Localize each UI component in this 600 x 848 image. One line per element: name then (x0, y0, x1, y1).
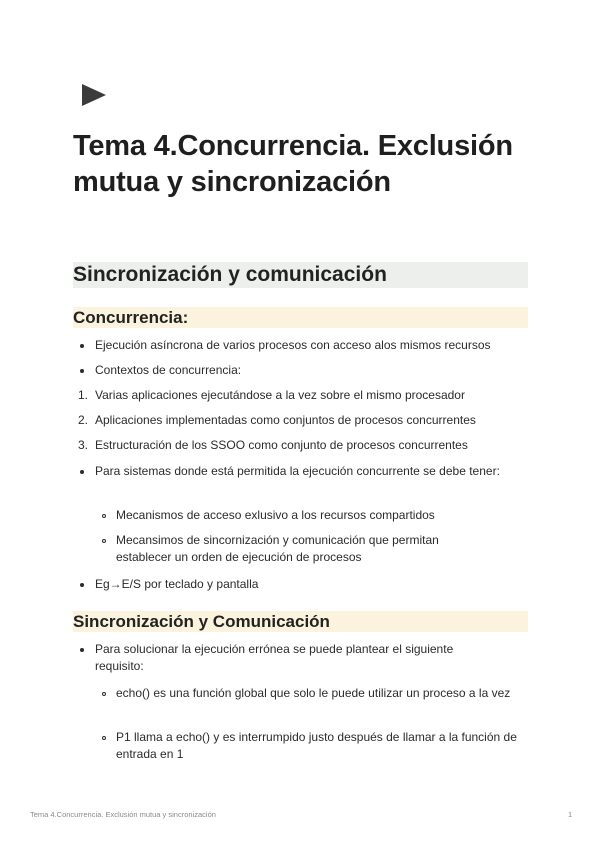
bullet-icon (80, 369, 84, 373)
list-item: Para solucionar la ejecución errónea se puede plantear el siguiente requisito: (95, 642, 454, 673)
footer-page-number: 1 (568, 810, 573, 819)
list-item: Para sistemas donde está permitida la ejecución concurrente se debe tener: (95, 464, 500, 478)
list-number: 2. (78, 413, 89, 427)
sub-bullet-icon (102, 514, 106, 518)
bullet-icon (80, 648, 84, 652)
bullet-icon (80, 344, 84, 348)
bullet-icon (80, 583, 84, 587)
sub-bullet-icon (102, 692, 106, 696)
bullet-icon (80, 470, 84, 474)
section-heading: Sincronización y comunicación (73, 262, 528, 288)
list-item: echo() es una función global que solo le puede utilizar un proceso a la vez (116, 686, 511, 700)
footer-title: Tema 4.Concurrencia. Exclusión mutua y sincronización (30, 810, 216, 819)
list-item: Ejecución asíncrona de varios procesos con acceso alos mismos recursos (95, 338, 491, 352)
list-item: Varias aplicaciones ejecutándose a la vez sobre el mismo procesador (95, 388, 465, 402)
list-item: Mecansimos de sincornización y comunicación que permitan establecer un orden de ejecución de procesos (116, 533, 439, 564)
list-item: Mecanismos de acceso exlusivo a los recursos compartidos (116, 508, 435, 522)
play-icon (82, 84, 106, 106)
list-number: 1. (78, 388, 89, 402)
list-item: Contextos de concurrencia: (95, 363, 242, 377)
list-item: Aplicaciones implementadas como conjuntos de procesos concurrentes (95, 413, 476, 427)
list-number: 3. (78, 438, 89, 452)
list-item: P1 llama a echo() y es interrumpido justo después de llamar a la función de entrada en 1 (116, 730, 517, 761)
subsection-heading-sincronizacion: Sincronización y Comunicación (73, 611, 528, 632)
subsection-heading-concurrencia: Concurrencia: (73, 307, 528, 328)
sub-bullet-icon (102, 736, 106, 740)
page-title: Tema 4.Concurrencia. Exclusión mutua y sincronización (73, 130, 513, 198)
list-item: Estructuración de los SSOO como conjunto de procesos concurrentes (95, 438, 468, 452)
sub-bullet-icon (102, 539, 106, 543)
list-item: Eg→E/S por teclado y pantalla (95, 577, 259, 591)
